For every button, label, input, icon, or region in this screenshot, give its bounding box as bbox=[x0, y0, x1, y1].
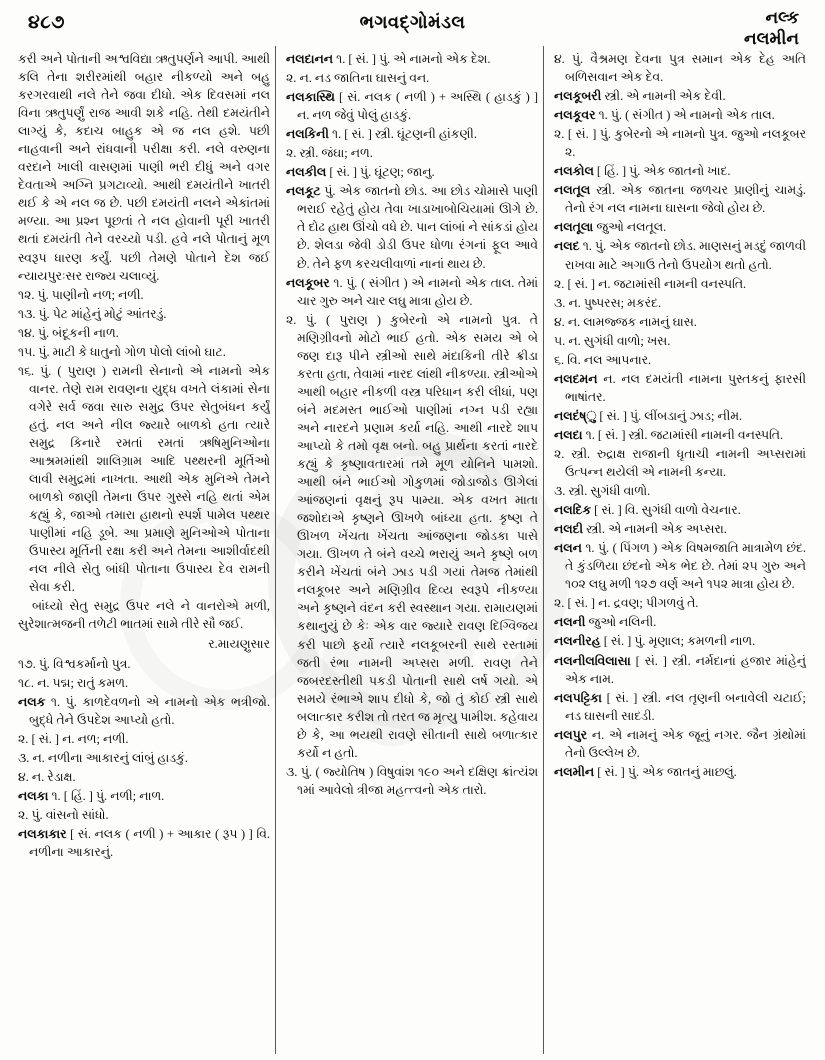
guide-word-last: નલમીન bbox=[743, 28, 799, 48]
entry-definition: [ સં. ] વિ. સુગંધી વાળો વેચનાર. bbox=[591, 503, 741, 518]
entry-sense: ૩. પું. ( જ્યોતિષ ) વિષુવાંશ ૧૯૦ અને દક્ષિણ ક્રાંત્યંશ ૧માં આવેલો ત્રીજા મહત્ત્વનો એક તારો. bbox=[286, 764, 538, 797]
entry-sense: ૨. ન. નડ જાતિના ઘાસનું વન. bbox=[286, 71, 430, 86]
dictionary-entry bbox=[18, 825, 270, 861]
quotation-verse: બાંધ્યો સેતુ સમુદ્ર ઉપર નલે ને વાનરોએ મળી, સુરેશાત્મજની તળેટી ભાતમાં સામે તીરે સૌ જઈ. bbox=[18, 599, 270, 632]
entry-headword: નલપટ્ટિકા bbox=[554, 690, 602, 705]
entry-definition: ૧. પું. ( સંગીત ) એ નામનો એક તાલ. bbox=[595, 108, 775, 123]
text-column-1 bbox=[18, 50, 270, 1052]
entry-definition: સ્ત્રી. એ નામની એક અપ્સરા. bbox=[583, 522, 727, 537]
guide-words bbox=[744, 8, 799, 49]
entry-definition: ન. એ નામનું એક જૂનું નગર. જૈન ગ્રંથોમાં તેનો ઉલ્લેખ છે. bbox=[565, 727, 806, 760]
entry-headword: નલદમન bbox=[554, 371, 598, 386]
entry-definition: ૧. પું. એક જાતનો છોડ. માણસનું મડદું જાળવી રાખવા માટે અગાઉ તેનો ઉપયોગ થતો હતો. bbox=[565, 239, 806, 272]
entry-definition: જુઓ નલિની. bbox=[585, 615, 657, 630]
entry-definition: સ્ત્રી. એ નામની એક દેવી. bbox=[601, 89, 726, 104]
entry-sense: ૨. પું. ( પુરાણ ) કુબેરનો એ નામનો પુત્ર. તે મણિગ્રીવનો મોટો ભાઈ હતો. એક સમય એ બે જણ દારૂ પીને સ્ત્રીઓ સાથે મંદાકિની તીરે ક્રીડા કરતા હતા, તેવામાં નારદ લાંથી નીકળ્યા. સ્ત્રીઓએ આથી બહાર નીકળી વસ્ત્ર પરિધાન કરી લીધાં, પણ બંને મદમસ્ત ભાઈઓ પાણીમાં નગ્ન પડી રહ્યા અને નારદને પ્રણામ કર્યા નહિ. આથી નારદે શાપ આપ્યો કે તમો વૃક્ષ બનો. બહુ પ્રાર્થના કરતાં નારદે કહ્યું કે કૃષ્ણાવતારમાં તમે મૂળ યોનિને પામશો. આથી બંને ભાઈઓ ગોકુળમાં જોડાજોડ ઊગેલાં આંજણનાં વૃક્ષનું રૂપ પામ્યા. એક વખત માતા જશોદાએ કૃષ્ણને ઊખળે બાંધ્યા હતા. કૃષ્ણ તે ઊખળ ખેંચતા ખેંચતા આંજણના જોડકા પાસે ગયા. ઊખળ તે બંને વચ્ચે ભરાયું અને કૃષ્ણે બળ કરીને ખેંચતાં બંને ઝાડ પડી ગયાં તેમજ તેમાંથી નલકૂબર અને મણિગ્રીવ દિવ્ય સ્વરૂપે નીકળ્યા અને કૃષ્ણને વંદન કરી સ્વસ્થાન ગયા. રામાયણમાં કથાનુયું છે કેઃ એક વાર જ્યારે રાવણ દિગ્વિજય કરી પાછો ફર્યો ત્યારે નલકૂબરની સાથે રસ્તામાં જતી રંભા નામની અપ્સરા મળી. રાવણ તેને જબરદસ્તીથી પકડી પોતાની સાથે લર્ષ ગયો. એ સમયે રંભાએ શાપ દીધો કે, જો તું કોઈ સ્ત્રી સાથે બલાત્કાર કરીશ તો તરત જ મૃત્યુ પામીશ. કહેવાય છે કે, આ ભયથી રાવણે સીતાની સાથે બળાત્કાર કર્યો ન હતો. bbox=[286, 312, 538, 760]
guide-word-first: નલ્ક bbox=[765, 8, 799, 27]
entry-definition: [ સં. ] પું. ઘૂંટણ; જાનુ. bbox=[326, 165, 435, 180]
entry-sense: ૨. [ સં. ] ન. જટામાંસી નામની વનસ્પતિ. bbox=[554, 276, 747, 291]
entry-sense: ૨. [ સં. ] ન. નળ; નળી. bbox=[18, 731, 129, 746]
entry-definition: [ સં. ] પું. એક જાતનું માછલું. bbox=[594, 764, 737, 779]
dictionary-entry bbox=[286, 125, 538, 143]
entry-sense: ૪. ન. લામજ્જક નામનું ઘાસ. bbox=[554, 314, 697, 329]
entry-sense: ૧૬. પું. ( પુરાણ ) રામની સેનાનો એ નામનો એક વાનર. તેણે રામ રાવણના યુદ્ધ વખતે લંકામાં સેના વગેરે સર્વ જવા સારુ સમુદ્ર ઉપર સેતુબંધન કર્યું હતું. નલ અને નીલ જ્યારે બાળકો હતા ત્યારે સમુદ્ર કિનારે રમતાં રમતાં ઋષિમુનિઓના આશ્રમમાંથી શાલિગ્રામ આદિ પથ્થરની મૂર્તિઓ લાવી સમુદ્રમાં નાખતા. આથી એક મુનિએ તેમને બાળકો જાણી તેમના ઉપર ગુસ્સે નહિ થતાં એમ કહ્યું કે, જાઓ તમારા હાથનો સ્પર્શ પામેલ પથ્થર પાણીમાં નહિ ડૂબે. આ પ્રમાણે મુનિઓએ પોતાના ઉપાસ્ય મૂર્તિની રક્ષા કરી અને તેમના આશીર્વાદથી નલ નીલે સેતુ બાંધી પોતાના ઉપાસ્ય દેવ રામની સેવા કરી. bbox=[18, 363, 270, 595]
dictionary-entry bbox=[18, 787, 270, 805]
entry-headword: નલદા bbox=[554, 427, 583, 442]
entry-sense: ૩. ન. નળીના આકારનું લાંબું હાડકું. bbox=[18, 750, 188, 765]
entry-headword: નલદ bbox=[554, 239, 580, 254]
page-header bbox=[0, 0, 825, 46]
page-number: ૪૮૭ bbox=[28, 12, 65, 33]
dictionary-entry bbox=[554, 106, 806, 124]
entry-definition: [ સં. ] પું. લીંબડાનું ઝાડ; નીમ. bbox=[596, 408, 743, 423]
dictionary-entry bbox=[554, 632, 806, 650]
entry-sense: ૩. ન. પુષ્પરસ; મકરંદ. bbox=[554, 295, 662, 310]
entry-headword: નલકોલ bbox=[554, 164, 594, 179]
entry-headword: નલકા bbox=[18, 788, 49, 803]
entry-definition: પું. એક જાતનો છોડ. આ છોડ ચોમાસે પાણી ભરાઈ રહેતું હોય તેવા ખાડાખાબોચિયામાં ઊગે છે. તે દોઢ હાથ ઊંચો વધે છે. પાન લાંબાં ને સાંકડાં હોય છે. શેલડા જેવી ડોડી ઉપર ધોળા રંગનાં ફૂલ આવે છે. તેને ફળ કરચલીવાળાં નાનાં થાય છે. bbox=[297, 184, 538, 271]
entry-headword: નલકૂવર bbox=[554, 108, 596, 123]
entry-headword: નલમીન bbox=[554, 764, 595, 779]
dictionary-entry bbox=[554, 763, 806, 781]
dictionary-entry bbox=[554, 181, 806, 217]
dictionary-entry bbox=[554, 426, 806, 444]
dictionary-entry bbox=[554, 162, 806, 180]
entry-definition: સ્ત્રી. એક જાતના જળચર પ્રાણીનું ચામડું. તેનો રંગ નલ નામના ઘાસના જેવો હોય છે. bbox=[565, 183, 806, 216]
entry-sense: ૧૫. પું. માટી કે ધાતુનો ગોળ પોલો લાંબો ઘાટ. bbox=[18, 344, 226, 359]
entry-headword: નલકૂટ bbox=[286, 184, 321, 199]
entry-definition: [ સં. નલક ( નળી ) + અસ્થિ ( હાડકું ) ] ન. નળ જેવું પોલું હાડકું. bbox=[297, 90, 538, 123]
entry-sense: ૪. ન. રેડાક્ષ. bbox=[18, 769, 76, 784]
entry-sense: ૨. પું. વાંસનો સાંધો. bbox=[18, 807, 109, 822]
entry-sense: ૬. વિ. નલ આપનાર. bbox=[554, 352, 652, 367]
text-columns bbox=[0, 50, 825, 1055]
entry-headword: નલકીલ bbox=[286, 165, 327, 180]
entry-definition: જુઓ નલતૂલ. bbox=[593, 220, 667, 235]
dictionary-entry bbox=[18, 693, 270, 729]
dictionary-entry bbox=[554, 237, 806, 273]
dictionary-entry bbox=[554, 407, 806, 425]
entry-sense: ૪. પું. વૈશ્રમણ દેવના પુત્ર સમાન એક દેહ અતિ બળિસવાન એક દેવ. bbox=[554, 52, 806, 85]
entry-sense: ૧૮. ન. પદ્મ; રાતું કમળ. bbox=[18, 675, 129, 690]
entry-headword: નલક bbox=[18, 694, 46, 709]
dictionary-entry bbox=[554, 726, 806, 762]
dictionary-entry bbox=[554, 539, 806, 593]
dictionary-entry bbox=[554, 613, 806, 631]
entry-definition: [ સં. નલક ( નળી ) + આકાર ( રૂપ ) ] વિ. નળીના આકારનું. bbox=[29, 826, 270, 860]
entry-headword: નલકિની bbox=[286, 127, 329, 142]
entry-sense: ૨. [ સં. ] પું. કુબેરનો એ નામનો પુત્ર. જુઓ નલકૂબર ૨. bbox=[554, 127, 806, 160]
dictionary-entry bbox=[554, 87, 806, 105]
entry-sense: ૫. ન. સુગંધી વાળો; ખસ. bbox=[554, 333, 671, 348]
entry-headword: નલકૂબર bbox=[286, 275, 330, 290]
entry-definition: [ હિં. ] પું. એક જાતનો ખાદ. bbox=[593, 164, 731, 179]
entry-definition: ન. નલ દમયંતી નામના પુસ્તકનું ફારસી ભાષાંતર. bbox=[565, 371, 806, 404]
entry-sense: ૧૭. પું. વિશ્વકર્માનો પુત્ર. bbox=[18, 656, 131, 671]
entry-headword: નલકાકાર bbox=[18, 826, 67, 841]
entry-definition: ૧. પું. ( પિંગળ ) એક વિષમજાતિ માત્રામેળ છંદ. તે કુંડળિયા છંદનો એક ભેદ છે. તેમાં ૨૫ ગુરુ અને ૧૦૨ લઘુ મળી ૧૨૭ વર્ણ અને ૧૫૨ માત્રા હોય છે. bbox=[565, 541, 806, 592]
dictionary-entry bbox=[286, 182, 538, 272]
entry-sense: ૩. સ્ત્રી. સુગંધી વાળો. bbox=[554, 484, 651, 499]
dictionary-entry bbox=[554, 370, 806, 406]
dictionary-entry bbox=[554, 520, 806, 538]
body-paragraph: કરી અને પોતાની અશ્વવિદ્યા ઋતુપર્ણને આપી. આથી કલિ તેના શરીરમાંથી બહાર નીકળ્યો અને બહુ કરગરવાથી નલે તેને જવા દીધો. એક દિવસમાં નલ વિના ઋતુપર્ણું રાજ આવી શકે નહિ. તેથી દમયંતીને લાગ્યું કે, કદાચ બાહુક એ જ નલ હશે. પછી નાહવાની અને રાંધવાની પરીક્ષા કરી. નલે વરુણના વરદાને ખાલી વાસણમાં પાણી ભરી દીધું અને વગર દેવતાએ અગ્નિ પ્રગટાવ્યો. આથી દમયંતીને ખાતરી થઈ કે એ નલ જ છે. પછી દમયંતી નલને એકાંતમાં મળ્યા. આ પ્રશ્ન પૂછતાં તે નલ હોવાની પૂરી ખાતરી થતાં દમયંતી તેને વરચ્યો પડી. હવે નલે પોતાનું મૂળ સ્વરૂપ ધારણ કર્યું. પછી તેમણે પોતાને દેશ જઈ ન્યાયપુરઃસર રાજ્ય ચલાવ્યું. bbox=[18, 52, 270, 283]
entry-definition: ૧. [ હિં. ] પું. નળી; નાળ. bbox=[48, 788, 165, 803]
entry-definition: ૧. પું. કાળદેવળનો એ નામનો એક ભત્રીજો. બુદ્ધે તેને ઉપદેશ આપ્યો હતો. bbox=[29, 694, 270, 727]
entry-sense: ૨. સ્ત્રી. જંઘા; નળ. bbox=[286, 146, 373, 161]
entry-sense: ૧૪. પું. બંદૂકની નાળ. bbox=[18, 325, 119, 340]
dictionary-entry bbox=[554, 218, 806, 236]
entry-headword: નલકાસ્થિ bbox=[286, 90, 335, 105]
text-column-2 bbox=[286, 50, 538, 1052]
entry-definition: [ સં. ] સ્ત્રી. નલ તૃણની બનાવેલી ચટાઈ; નડ ઘાસની સાદડી. bbox=[565, 690, 806, 723]
entry-headword: નલની bbox=[554, 615, 586, 630]
entry-headword: નલદાનન bbox=[286, 52, 334, 66]
entry-sense: ૧૨. પું. પાણીનો નળ; નળી. bbox=[18, 287, 144, 302]
quotation-citation: ર.માયણુસાર bbox=[208, 636, 270, 651]
entry-definition: ૧. પું. ( સંગીત ) એ નામનો એક તાલ. તેમાં ચાર ગુરુ અને ચાર લઘુ માત્રા હોય છે. bbox=[297, 275, 538, 308]
entry-headword: નલકૂબરી bbox=[554, 89, 602, 104]
entry-headword: નલતૂલા bbox=[554, 220, 594, 235]
dictionary-entry bbox=[286, 88, 538, 124]
entry-headword: નલનીલવિલાસા bbox=[554, 653, 631, 668]
dictionary-entry bbox=[286, 50, 538, 68]
entry-headword: નલદંષ્ુ bbox=[554, 408, 597, 423]
dictionary-entry bbox=[286, 163, 538, 181]
text-column-3 bbox=[554, 50, 806, 1052]
entry-definition: ૧. [ સં. ] પું. એ નામનો એક દેશ. bbox=[333, 52, 491, 66]
entry-headword: નલન bbox=[554, 541, 582, 556]
entry-headword: નલપુર bbox=[554, 727, 588, 742]
entry-headword: નલતૂલ bbox=[554, 183, 591, 198]
dictionary-entry bbox=[554, 501, 806, 519]
entry-headword: નલદી bbox=[554, 522, 584, 537]
book-title: ભગવદ્ગોમંડલ bbox=[359, 12, 466, 32]
entry-headword: નલનીરહ bbox=[554, 634, 601, 649]
entry-sense: ૨. સ્ત્રી. રુદ્રાક્ષ રાજાની ધૃતાચી નામની અપ્સરામાં ઉત્પન્ન થયેલી એ નામની કન્યા. bbox=[554, 446, 806, 480]
entry-definition: ૧. [ સં. ] સ્ત્રી. જટામાંસી નામની વનસ્પતિ. bbox=[582, 427, 784, 442]
dictionary-entry bbox=[554, 652, 806, 688]
entry-headword: નલદિક bbox=[554, 503, 592, 518]
dictionary-entry bbox=[286, 274, 538, 310]
entry-definition: [ સં. ] સ્ત્રી. નર્મદાનાં હજાર માંહેનું એક નામ. bbox=[565, 653, 806, 686]
entry-sense: ૧૩. પું. પેટ માંહેનું મોટું આંતરડું. bbox=[18, 306, 167, 321]
entry-sense: ૨. [ સં. ] ન. દ્રવણ; પીગળવું તે. bbox=[554, 596, 699, 611]
entry-definition: ૧. [ સં. ] સ્ત્રી. ઘૂંટણની હાંકણી. bbox=[328, 127, 477, 142]
dictionary-entry bbox=[554, 689, 806, 725]
entry-definition: [ સં. ] પું. મૃણાલ; કમળની નાળ. bbox=[600, 634, 756, 649]
